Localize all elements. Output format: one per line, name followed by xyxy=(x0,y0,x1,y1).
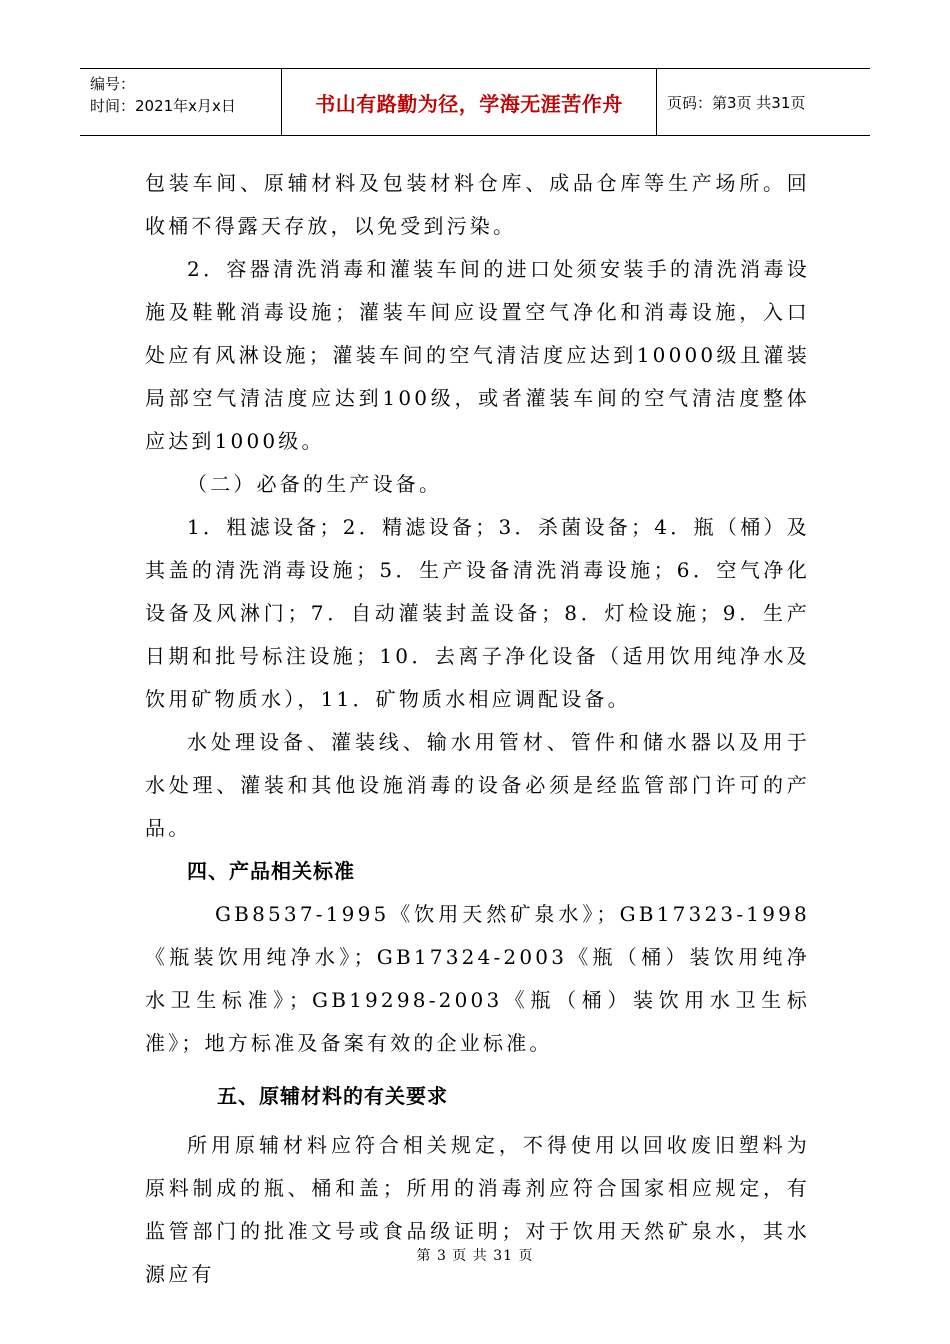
paragraph-materials: 所用原辅材料应符合相关规定，不得使用以回收废旧塑料为原料制成的瓶、桶和盖；所用的消毒剂应符合国家相应规定，有监管部门的批准文号或食品级证明；对于饮用天然矿泉水，其水源应有 xyxy=(145,1133,810,1286)
paragraph-storage: 包装车间、原辅材料及包装材料仓库、成品仓库等生产场所。回收桶不得露天存放，以免受到污染。 xyxy=(145,171,810,238)
header-meta xyxy=(80,69,282,135)
paragraph-approved-products: 水处理设备、灌装线、输水用管材、管件和储水器以及用于水处理、灌装和其他设施消毒的设备必须是经监管部门许可的产品。 xyxy=(145,730,810,840)
section-heading-standards: 四、产品相关标准 xyxy=(187,859,355,883)
page-footer: 第 3 页 共 31 页 xyxy=(416,1248,534,1264)
page-code-text: 页码：第3页 共31页 xyxy=(667,93,806,112)
document-number-label: 编号： xyxy=(90,75,136,93)
section-heading-materials: 五、原辅材料的有关要求 xyxy=(217,1084,448,1108)
document-header xyxy=(80,68,870,136)
motto-text: 书山有路勤为径，学海无涯苦作舟 xyxy=(315,91,623,116)
paragraph-disinfection-facilities: 2．容器清洗消毒和灌装车间的进口处须安装手的清洗消毒设施及鞋靴消毒设施；灌装车间应设置空气净化和消毒设施，入口处应有风淋设施；灌装车间的空气清洁度应达到10000级且灌装局部空气清洁度应达到100级，或者灌装车间的空气清洁度整体应达到1000级。 xyxy=(145,257,810,453)
header-page-code xyxy=(657,69,870,135)
paragraph-equipment-list: 1．粗滤设备；2．精滤设备；3．杀菌设备；4．瓶（桶）及其盖的清洗消毒设施；5．生产设备清洗消毒设施；6．空气净化设备及风淋门；7．自动灌装封盖设备；8．灯检设施；9．生产日期和批号标注设施；10．去离子净化设备（适用饮用纯净水及饮用矿物质水），11．矿物质水相应调配设备。 xyxy=(145,515,810,711)
paragraph-equipment-subheading: （二）必备的生产设备。 xyxy=(187,472,443,496)
document-time-label: 时间：2021年x月x日 xyxy=(90,97,236,115)
header-motto xyxy=(282,69,657,135)
paragraph-standards: GB8537-1995《饮用天然矿泉水》；GB17323-1998《瓶装饮用纯净水》；GB17324-2003《瓶（桶）装饮用纯净水卫生标准》；GB19298-2003《瓶（桶）装饮用水卫生标准》；地方标准及备案有效的企业标准。 xyxy=(145,902,810,1055)
document-body xyxy=(145,162,810,1296)
